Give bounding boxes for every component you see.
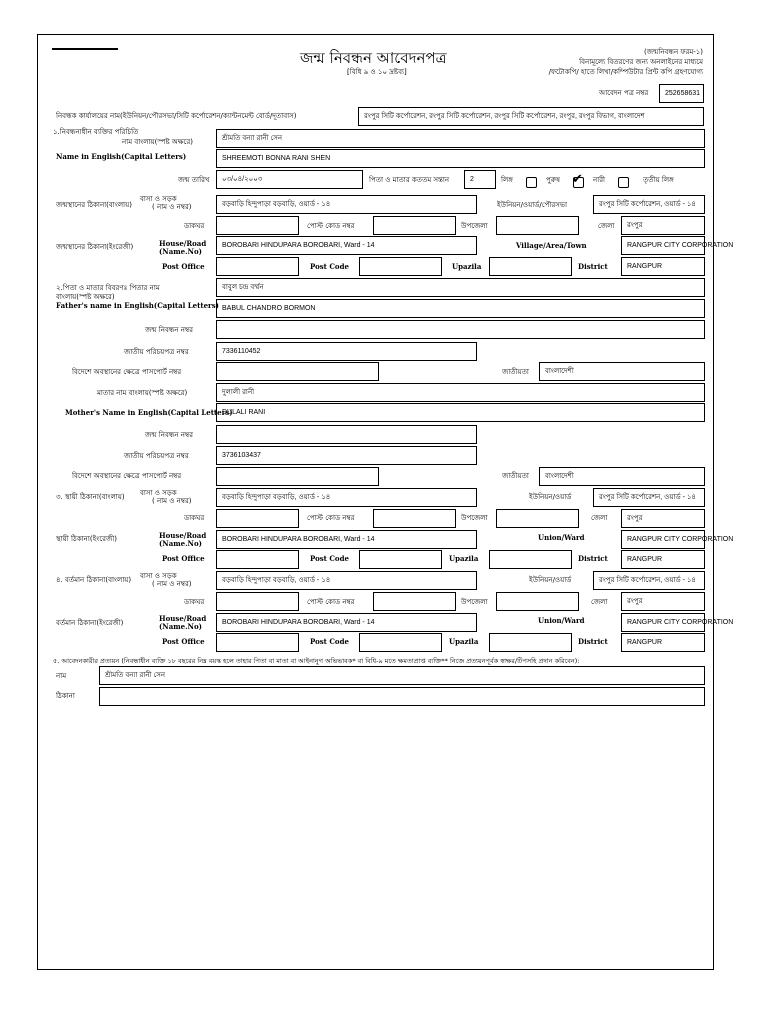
- check-mark-icon: ✔: [572, 172, 583, 187]
- perm-house-en-label: House/Road: [159, 531, 207, 540]
- pres-post-office-bn-field[interactable]: [216, 592, 299, 611]
- perm-post-office-bn-field[interactable]: [216, 509, 299, 528]
- mother-passport-label: বিদেশে অবস্থানের ক্ষেত্রে পাসপোর্ট নম্বর: [72, 472, 182, 480]
- pres-post-code-bn-field[interactable]: [373, 592, 456, 611]
- free-distribution-note: বিনামূল্যে বিতরণের জন্য অনলাইনের মাধ্যমে: [579, 58, 703, 66]
- pres-union-en-label: Union/Ward: [538, 616, 585, 625]
- pres-upazila-en-field[interactable]: [489, 633, 572, 652]
- sex-female-label: নারী: [593, 176, 606, 184]
- house-bn-label-sub: ( নাম ও নম্বর): [152, 203, 192, 211]
- pres-union-bn-label: ইউনিয়ন/ওয়ার্ড: [529, 576, 572, 584]
- district-en-label: District: [578, 262, 608, 271]
- perm-house-bn-field[interactable]: বড়বাড়ি হিন্দুপাড়া বড়বাড়ি, ওয়ার্ড - ১৪: [216, 488, 477, 507]
- name-en-field[interactable]: SHREEMOTI BONNA RANI SHEN: [216, 149, 705, 168]
- mother-en-field[interactable]: DULALI RANI: [216, 403, 705, 422]
- section-2-label: ২.পিতা ও মাতার বিবরণঃ পিতার নাম: [56, 284, 160, 292]
- name-bn-field[interactable]: শ্রীমতি বন্যা রানী সেন: [216, 129, 705, 148]
- perm-post-office-en-label: Post Office: [162, 554, 205, 563]
- birth-address-en-label: জন্মস্থানের ঠিকানা(ইংরেজী): [56, 243, 134, 251]
- district-bn-label: জেলা: [598, 222, 615, 230]
- father-passport-label: বিদেশে অবস্থানের ক্ষেত্রে পাসপোর্ট নম্বর: [72, 368, 182, 376]
- permanent-en-label: স্থায়ী ঠিকানা(ইংরেজী): [56, 535, 117, 543]
- mother-nationality-label: জাতীয়তা: [502, 472, 529, 480]
- upazila-en-label: Upazila: [452, 262, 482, 271]
- father-nationality-label: জাতীয়তা: [502, 368, 529, 376]
- sex-male-checkbox[interactable]: [526, 177, 537, 188]
- mother-en-label: Mother's Name in English(Capital Letters): [65, 408, 233, 417]
- form-number: (জন্মনিবন্ধন ফরম-১): [644, 48, 703, 56]
- child-order-field[interactable]: 2: [464, 170, 496, 189]
- perm-post-code-en-label: Post Code: [310, 554, 349, 563]
- perm-union-en-label: Union/Ward: [538, 533, 585, 542]
- perm-upazila-bn-label: উপজেলা: [461, 514, 488, 522]
- post-office-en-label: Post Office: [162, 262, 205, 271]
- pres-post-office-en-field[interactable]: [216, 633, 299, 652]
- mother-nid-label: জাতীয় পরিচয়পত্র নম্বর: [124, 452, 189, 460]
- perm-house-bn-label: বাসা ও সড়ক: [140, 489, 177, 497]
- pres-house-en-label-sub: (Name.No): [159, 622, 202, 631]
- perm-union-bn-field[interactable]: রংপুর সিটি কর্পোরেশন, ওয়ার্ড - ১৪: [593, 488, 705, 507]
- house-en-label: House/Road: [159, 239, 207, 248]
- perm-post-code-en-field[interactable]: [359, 550, 442, 569]
- pres-post-office-en-label: Post Office: [162, 637, 205, 646]
- perm-house-en-label-sub: (Name.No): [159, 539, 202, 548]
- pres-post-code-en-label: Post Code: [310, 637, 349, 646]
- pres-house-bn-field[interactable]: বড়বাড়ি হিন্দুপাড়া বড়বাড়ি, ওয়ার্ড - ১৪: [216, 571, 477, 590]
- birth-union-bn-field[interactable]: রংপুর সিটি কর্পোরেশন, ওয়ার্ড - ১৪: [593, 195, 705, 214]
- birth-house-bn-field[interactable]: বড়বাড়ি হিন্দুপাড়া বড়বাড়ি, ওয়ার্ড - ১৪: [216, 195, 477, 214]
- birth-district-en-field[interactable]: RANGPUR: [621, 257, 705, 276]
- birth-post-code-bn-field[interactable]: [373, 216, 456, 235]
- mother-nationality-field[interactable]: বাংলাদেশী: [539, 467, 705, 486]
- pres-post-code-en-field[interactable]: [359, 633, 442, 652]
- pres-district-en-label: District: [578, 637, 608, 646]
- office-field[interactable]: রংপুর সিটি কর্পোরেশন, রংপুর সিটি কর্পোরেশন, রংপুর সিটি কর্পোরেশন, রংপুর, রংপুর বিভাগ, বাংলাদেশ: [358, 107, 704, 126]
- perm-union-bn-label: ইউনিয়ন/ওয়ার্ড: [529, 493, 572, 501]
- birth-upazila-en-field[interactable]: [489, 257, 572, 276]
- birth-house-en-field[interactable]: BOROBARI HINDUPARA BOROBARI, Ward - 14: [216, 236, 477, 255]
- mother-nid-field[interactable]: 3736103437: [216, 446, 477, 465]
- pres-house-en-label: House/Road: [159, 614, 207, 623]
- perm-district-bn-label: জেলা: [591, 514, 608, 522]
- perm-post-office-bn-label: ডাকঘর: [184, 514, 205, 522]
- dob-label: জন্ম তারিখ: [178, 176, 210, 184]
- pres-upazila-en-label: Upazila: [449, 637, 479, 646]
- perm-district-en-field[interactable]: RANGPUR: [621, 550, 705, 569]
- union-bn-label: ইউনিয়ন/ওয়ার্ড/পৌরসভা: [497, 201, 568, 209]
- permanent-bn-label: ৩. স্থায়ী ঠিকানা(বাংলায়): [56, 493, 125, 501]
- birth-post-code-en-field[interactable]: [359, 257, 442, 276]
- pres-district-bn-label: জেলা: [591, 598, 608, 606]
- perm-post-office-en-field[interactable]: [216, 550, 299, 569]
- form-rule: [বিধি ৯ ও ১০ দ্রষ্টব্য]: [347, 68, 407, 76]
- house-bn-label: বাসা ও সড়ক: [140, 195, 177, 203]
- form-title: জন্ম নিবন্ধন আবেদনপত্র: [300, 49, 447, 67]
- present-bn-label: ৪. বর্তমান ঠিকানা(বাংলায়): [56, 576, 132, 584]
- perm-upazila-en-field[interactable]: [489, 550, 572, 569]
- birth-post-office-bn-field[interactable]: [216, 216, 299, 235]
- name-bn-label: নাম বাংলায়(স্পষ্ট অক্ষরে): [122, 138, 193, 146]
- father-bn-field[interactable]: বাবুল চন্দ্র বর্ম্মন: [216, 278, 705, 297]
- perm-house-bn-label-sub: ( নাম ও নম্বর): [152, 497, 192, 505]
- sex-male-label: পুরুষ: [546, 176, 560, 184]
- pres-house-bn-label: বাসা ও সড়ক: [140, 572, 177, 580]
- applicant-note: ৫. আবেদনকারীর প্রত্যয়ন (নিবন্ধাধীন ব্যক্তি ১৮ বছরের নিম্ন বয়স্ক হলে তাহার পিতা বা মাতা বা আইনানুগ অভিভাবক* বা বিধি-৯ মতে ক্ষমতাপ্রাপ্ত ব্যক্তি** নিজে প্রত্যয়নপূর্বক স্বাক্ষর/টিপসহি প্রদান করিবেন):: [53, 657, 580, 665]
- father-brn-label: জন্ম নিবন্ধন নম্বর: [145, 326, 193, 334]
- birth-post-office-en-field[interactable]: [216, 257, 299, 276]
- application-number-label: আবেদন পত্র নম্বর: [599, 89, 649, 97]
- upazila-bn-label: উপজেলা: [461, 222, 488, 230]
- present-en-label: বর্তমান ঠিকানা(ইংরেজী): [56, 619, 124, 627]
- pres-union-en-field[interactable]: RANGPUR CITY CORPORATION: [621, 613, 705, 632]
- pres-post-code-bn-label: পোস্ট কোড নম্বর: [307, 598, 355, 606]
- applicant-address-label: ঠিকানা: [56, 692, 75, 700]
- pres-house-bn-label-sub: ( নাম ও নম্বর): [152, 580, 192, 588]
- pres-union-bn-field[interactable]: রংপুর সিটি কর্পোরেশন, ওয়ার্ড - ১৪: [593, 571, 705, 590]
- application-number-field[interactable]: 252658631: [659, 84, 704, 103]
- applicant-address-field[interactable]: [99, 687, 705, 706]
- form-page: [37, 34, 734, 970]
- pres-house-en-field[interactable]: BOROBARI HINDUPARA BOROBARI, Ward - 14: [216, 613, 477, 632]
- mother-brn-label: জন্ম নিবন্ধন নম্বর: [145, 431, 193, 439]
- pres-post-office-bn-label: ডাকঘর: [184, 598, 205, 606]
- father-passport-field[interactable]: [216, 362, 379, 381]
- pres-upazila-bn-label: উপজেলা: [461, 598, 488, 606]
- child-order-label: পিতা ও মাতার কততম সন্তান: [369, 176, 450, 184]
- perm-district-en-label: District: [578, 554, 608, 563]
- father-nid-field[interactable]: 7336110452: [216, 342, 477, 361]
- village-en-label: Village/Area/Town: [516, 241, 587, 250]
- father-brn-field[interactable]: [216, 320, 705, 339]
- father-nationality-field[interactable]: বাংলাদেশী: [539, 362, 705, 381]
- father-en-field[interactable]: BABUL CHANDRO BORMON: [216, 299, 705, 318]
- perm-upazila-en-label: Upazila: [449, 554, 479, 563]
- father-nid-label: জাতীয় পরিচয়পত্র নম্বর: [124, 348, 189, 356]
- birth-upazila-bn-field[interactable]: [496, 216, 579, 235]
- post-office-bn-label: ডাকঘর: [184, 222, 205, 230]
- birth-address-bn-label: জন্মস্থানের ঠিকানা(বাংলায়): [56, 201, 132, 209]
- section-1-label: ১.নিবন্ধনাধীন ব্যক্তির পরিচিতি: [53, 128, 139, 136]
- dob-field[interactable]: ০৩/০৪/২০০৩: [216, 170, 363, 189]
- perm-house-en-field[interactable]: BOROBARI HINDUPARA BOROBARI, Ward - 14: [216, 530, 477, 549]
- perm-district-bn-field[interactable]: রংপুর: [621, 509, 705, 528]
- pres-district-en-field[interactable]: RANGPUR: [621, 633, 705, 652]
- mother-passport-field[interactable]: [216, 467, 379, 486]
- birth-district-bn-field[interactable]: রংপুর: [621, 216, 705, 235]
- mother-brn-field[interactable]: [216, 425, 477, 444]
- sex-third-label: তৃতীয় লিঙ্গ: [643, 176, 674, 184]
- birth-village-en-field[interactable]: RANGPUR CITY CORPORATION: [621, 236, 705, 255]
- applicant-name-label: নাম: [56, 672, 67, 680]
- father-bn-label: বাংলায়(স্পষ্ট অক্ষরে): [56, 293, 115, 301]
- mother-bn-field[interactable]: দুলালী রানী: [216, 383, 705, 402]
- copy-accepted-note: /ফটোকপি/ হাতে লিখা/কম্পিউটার প্রিন্ট কপি গ্রহণযোগ্য: [548, 68, 703, 76]
- pres-upazila-bn-field[interactable]: [496, 592, 579, 611]
- office-label: নিবন্ধক কার্যালয়ের নাম(ইউনিয়ন/পৌরসভা/সিটি কর্পোরেশন/ক্যান্টনমেন্ট বোর্ড/দূতাবাস): [56, 112, 297, 120]
- house-en-label-sub: (Name.No): [159, 247, 202, 256]
- perm-post-code-bn-label: পোস্ট কোড নম্বর: [307, 514, 355, 522]
- post-code-en-label: Post Code: [310, 262, 349, 271]
- sex-third-checkbox[interactable]: [618, 177, 629, 188]
- mother-bn-label: মাতার নাম বাংলায়(স্পষ্ট অক্ষরে): [97, 389, 188, 397]
- header-rule: [52, 48, 118, 50]
- pres-district-bn-field[interactable]: রংপুর: [621, 592, 705, 611]
- sex-label: লিঙ্গ: [501, 176, 513, 184]
- perm-post-code-bn-field[interactable]: [373, 509, 456, 528]
- applicant-name-field[interactable]: শ্রীমতি বন্যা রানী সেন: [99, 666, 705, 685]
- perm-union-en-field[interactable]: RANGPUR CITY CORPORATION: [621, 530, 705, 549]
- name-en-label: Name in English(Capital Letters): [56, 152, 187, 161]
- post-code-bn-label: পোস্ট কোড নম্বর: [307, 222, 355, 230]
- perm-upazila-bn-field[interactable]: [496, 509, 579, 528]
- father-en-label: Father's name in English(Capital Letters): [56, 301, 219, 310]
